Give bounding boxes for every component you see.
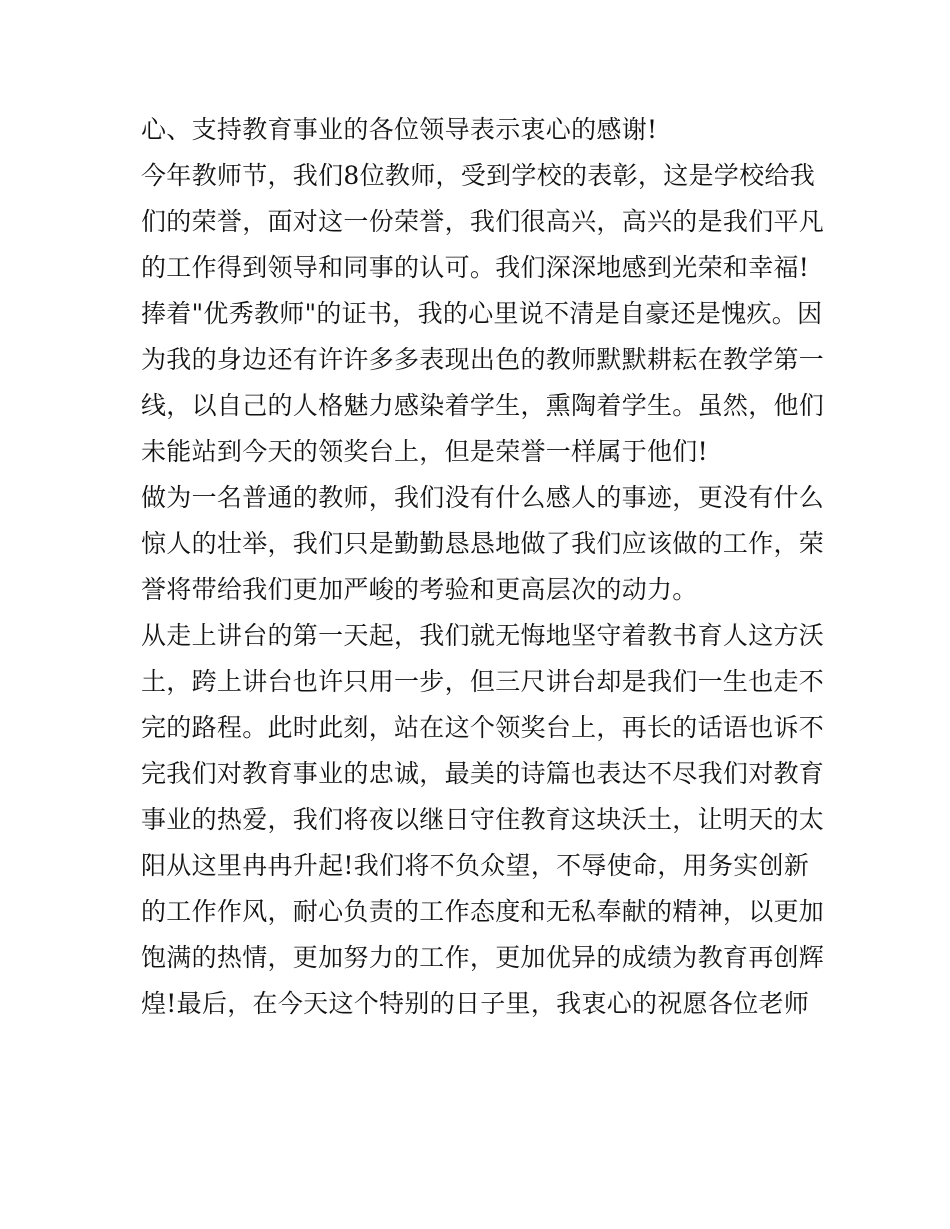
text-line: 今年教师节，我们8位教师，受到学校的表彰，这是学校给我 [141, 161, 816, 190]
text-line: 事业的热爱，我们将夜以继日守住教育这块沃土，让明天的太 [141, 805, 825, 834]
text-line: 饱满的热情，更加努力的工作，更加优异的成绩为教育再创辉 [141, 943, 825, 972]
text-line: 为我的身边还有许许多多表现出色的教师默默耕耘在教学第一 [141, 345, 825, 374]
text-line: 煌!最后，在今天这个特别的日子里，我衷心的祝愿各位老师 [141, 989, 810, 1018]
text-line: 心、支持教育事业的各位领导表示衷心的感谢! [141, 115, 658, 144]
text-line: 的工作作风，耐心负责的工作态度和无私奉献的精神，以更加 [141, 897, 825, 926]
text-line: 阳从这里冉冉升起!我们将不负众望，不辱使命，用务实创新 [141, 851, 810, 880]
text-line: 从走上讲台的第一天起，我们就无悔地坚守着教书育人这方沃 [141, 621, 825, 650]
speech-text [141, 107, 825, 1027]
text-line: 们的荣誉，面对这一份荣誉，我们很高兴，高兴的是我们平凡 [141, 207, 825, 236]
text-line: 完我们对教育事业的忠诚，最美的诗篇也表达不尽我们对教育 [141, 759, 825, 788]
text-line: 未能站到今天的领奖台上，但是荣誉一样属于他们! [141, 437, 708, 466]
text-line: 线，以自己的人格魅力感染着学生，熏陶着学生。虽然，他们 [141, 391, 825, 420]
text-line: 土，跨上讲台也许只用一步，但三尺讲台却是我们一生也走不 [141, 667, 825, 696]
text-line: 誉将带给我们更加严峻的考验和更高层次的动力。 [141, 575, 698, 604]
text-line: 的工作得到领导和同事的认可。我们深深地感到光荣和幸福! [141, 253, 810, 282]
text-line: 惊人的壮举，我们只是勤勤恳恳地做了我们应该做的工作，荣 [141, 529, 825, 558]
text-line: 做为一名普通的教师，我们没有什么感人的事迹，更没有什么 [141, 483, 825, 512]
text-line: 捧着"优秀教师"的证书，我的心里说不清是自豪还是愧疚。因 [141, 299, 823, 328]
text-line: 完的路程。此时此刻，站在这个领奖台上，再长的话语也诉不 [141, 713, 825, 742]
